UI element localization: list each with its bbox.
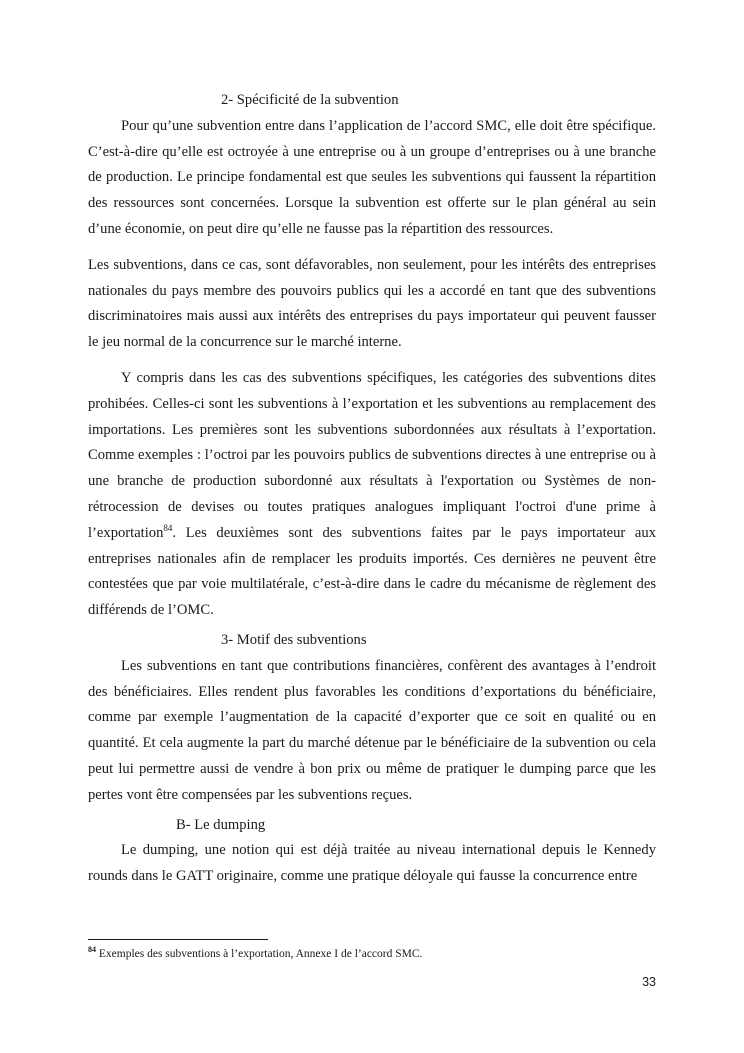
- footnote: [88, 946, 656, 962]
- paragraph-5: Le dumping, une notion qui est déjà traitée au niveau international depuis le Kennedy rounds dans le GATT originaire, comme une pratique déloyale qui fausse la concurrence entre: [88, 842, 656, 885]
- page-number: 33: [642, 975, 656, 989]
- paragraph-4: Les subventions en tant que contributions financières, confèrent des avantages à l’endroit des bénéficiaires. Elles rendent plus favorables les conditions d’exportations du bénéficiaire, comme par exemple l’augmentation de la capacité d’exporter que ce soit en qualité ou en quantité. Et cela augmente la part du marché détenue par le bénéficiaire de la subvention ou cela peut lui permettre aussi de vendre à bon prix ou même de pratiquer le dumping parce que les pertes vont être compensées par les subventions reçues.: [88, 657, 656, 803]
- footnote-number: 84: [88, 945, 96, 955]
- footnote-divider: [88, 939, 268, 940]
- section-heading-dumping: B- Le dumping: [176, 816, 266, 833]
- paragraph-3-part-2: . Les deuxièmes sont des subventions faites par le pays importateur aux entreprises nationales afin de remplacer les produits importés. Ces dernières ne peuvent être contestées que par voie multilatérale, c’est-à-dire dans le cadre du mécanisme de règlement des différends de l’OMC.: [88, 524, 656, 619]
- footnote-reference: 84: [163, 522, 173, 533]
- paragraph-1: Pour qu’une subvention entre dans l’application de l’accord SMC, elle doit être spécifique. C’est-à-dire qu’elle est octroyée à une entreprise ou à un groupe d’entreprises ou à une branche de production. Le principe fondamental est que seules les subventions qui faussent la répartition des ressources sont concernées. Lorsque la subvention est offerte sur le plan général au sein d’une économie, on peut dire qu’elle ne fausse pas la répartition des ressources.: [88, 117, 656, 237]
- footnote-text: Exemples des subventions à l’exportation, Annexe I de l’accord SMC.: [96, 948, 423, 960]
- section-heading-motif: 3- Motif des subventions: [221, 631, 367, 648]
- section-heading-specificite: 2- Spécificité de la subvention: [221, 92, 399, 108]
- paragraph-3-part-1: Y compris dans les cas des subventions spécifiques, les catégories des subventions dites prohibées. Celles-ci sont les subventions à l’exportation et les subventions au remplacement des importations. Les premières sont les subventions subordonnées aux résultats à l’exportation. Comme exemples : l’octroi par les pouvoirs publics de subventions directes à une entreprise ou à une branche de production subordonné aux résultats à l'exportation ou Systèmes de non-rétrocession de devises ou toutes pratiques analogues impliquant l'octroi d'une prime à l’exportation: [88, 369, 656, 541]
- paragraph-3: [88, 366, 656, 624]
- body-text: [88, 88, 656, 890]
- paragraph-2: Les subventions, dans ce cas, sont défavorables, non seulement, pour les intérêts des entreprises nationales du pays membre des pouvoirs publics qui les a accordé en tant que des subventions discriminatoires mais aussi aux intérêts des entreprises du pays importateur qui peuvent fausser le jeu normal de la concurrence sur le marché interne.: [88, 256, 656, 351]
